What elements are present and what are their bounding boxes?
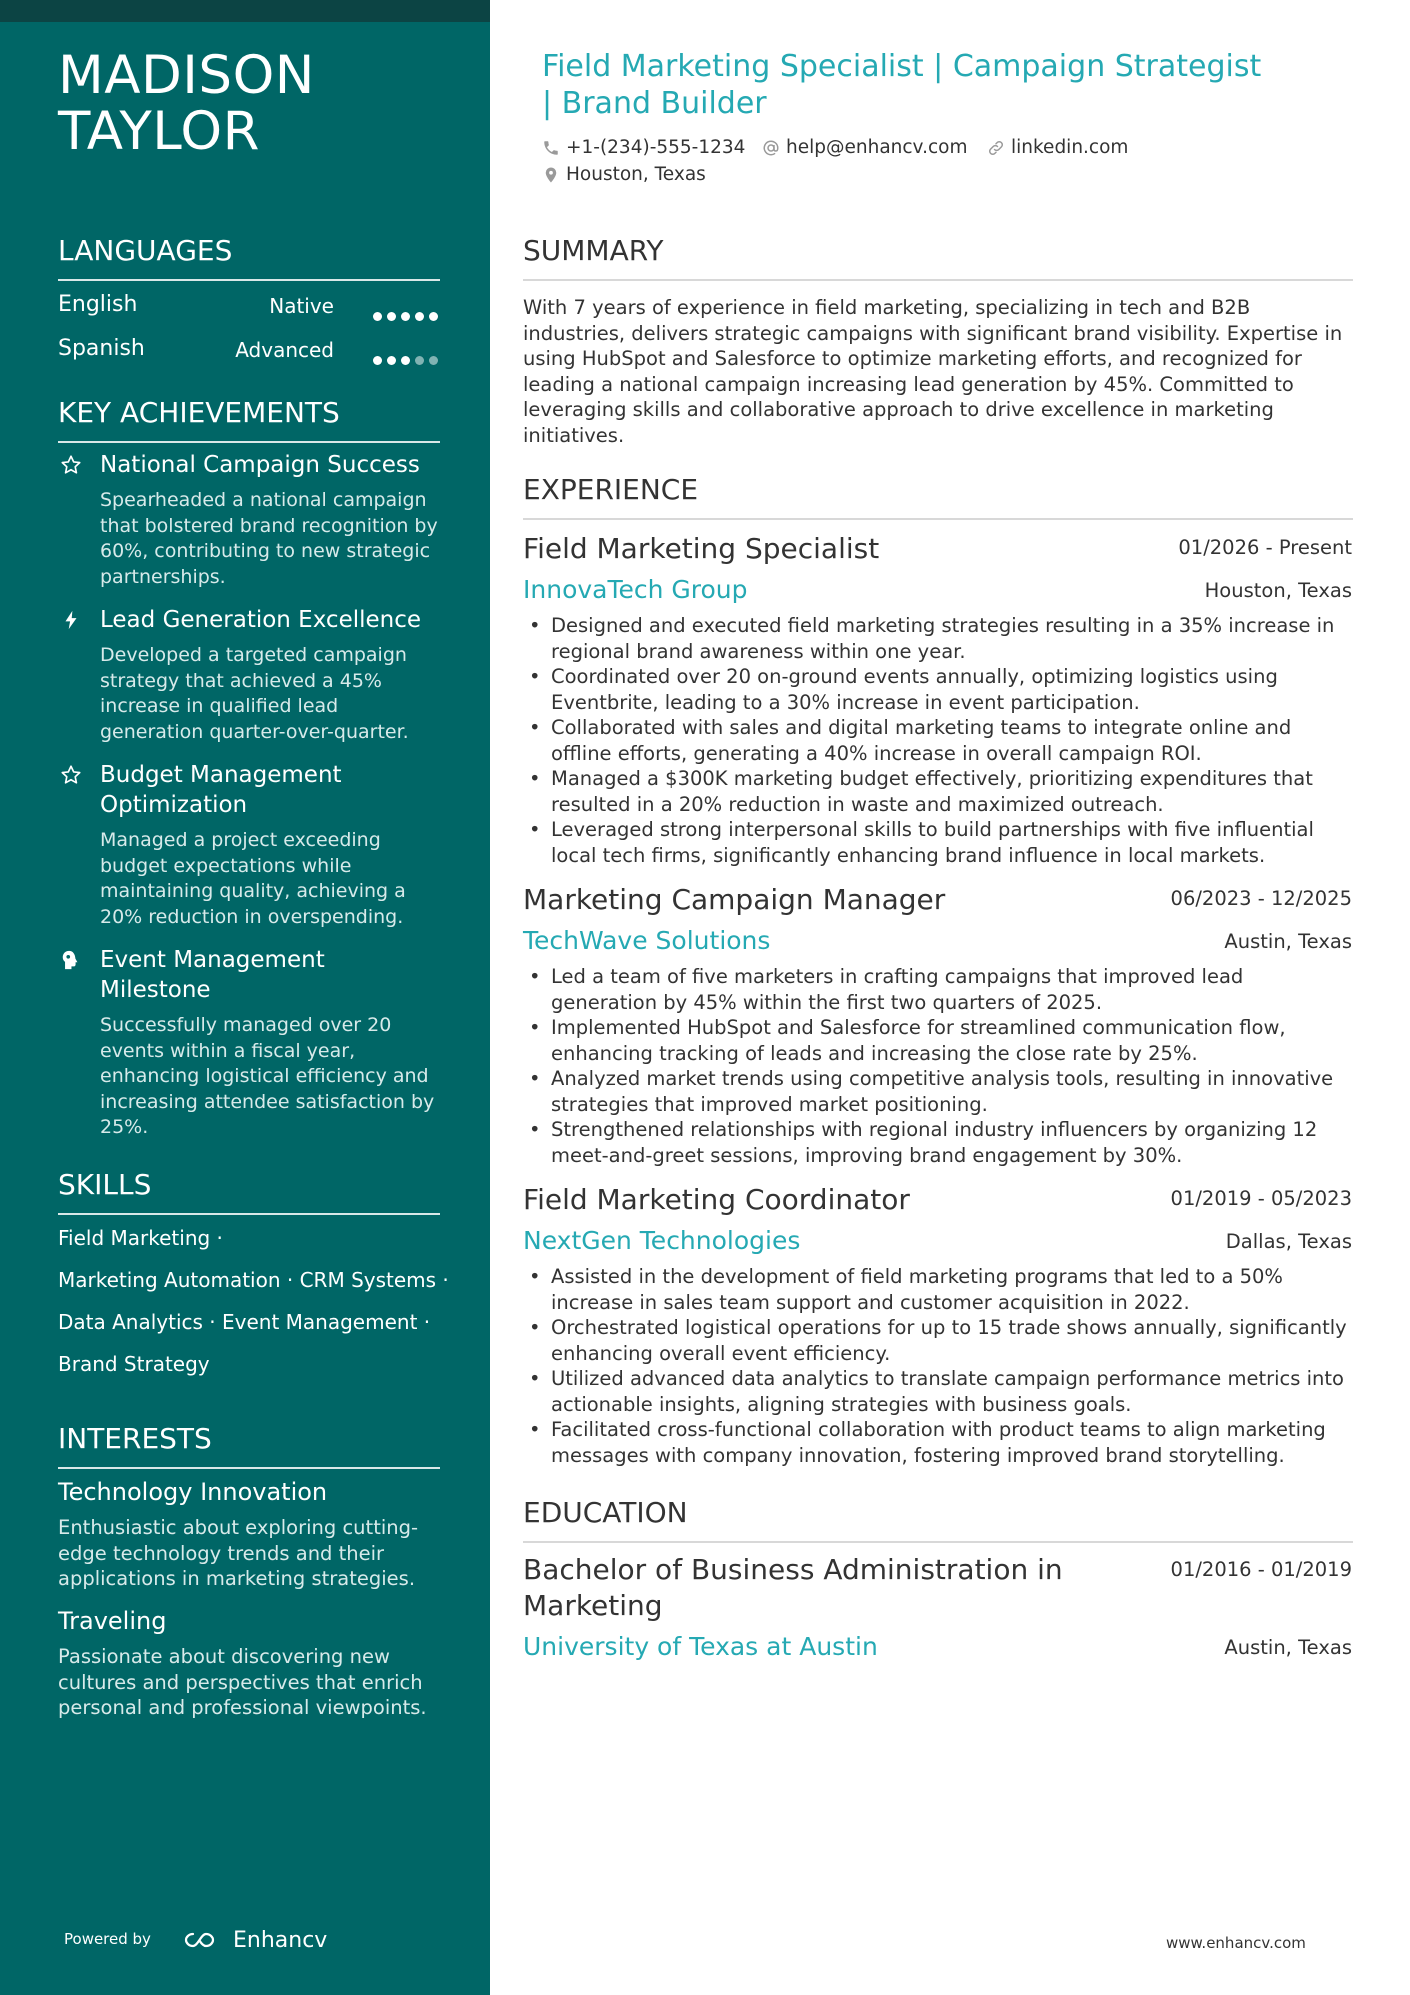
candidate-name [58,45,315,162]
job-dates: 01/2019 - 05/2023 [1170,1187,1352,1210]
sidebar [0,0,490,1995]
language-rating [368,346,438,371]
achievement-title: Lead Generation Excellence [100,607,422,633]
job-location: Austin, Texas [1224,930,1352,953]
achievement-title: Budget Management Optimization [100,762,342,818]
link-icon [987,139,1005,157]
skill-line: Marketing Automation · CRM Systems · [58,1268,449,1292]
skill-line: Data Analytics · Event Management · [58,1310,431,1334]
job-title: Field Marketing Specialist [523,532,880,565]
contact-phone[interactable]: +1-(234)-555-1234 [542,137,745,158]
contact-website[interactable]: linkedin.com [987,137,1128,158]
at-icon [762,139,780,157]
job-bullets [523,1264,1355,1468]
school-name: University of Texas at Austin [523,1632,878,1661]
sidebar-top-bar [0,0,490,22]
headline: Field Marketing Specialist | Campaign Strategist | Brand Builder [542,49,1262,121]
star-icon [60,764,82,786]
language-name: English [58,292,138,317]
experience-heading: EXPERIENCE [523,473,1353,520]
skill-line: Brand Strategy [58,1352,210,1376]
powered-by-label: Powered by [64,1930,151,1948]
bullet-item: • Utilized advanced data analytics to translate campaign performance metrics into actionable insights, aligning strategies with business goals. [523,1366,1355,1417]
job-bullets [523,964,1355,1168]
education-heading: EDUCATION [523,1496,1353,1543]
achievement-description: Managed a project exceeding budget expectations while maintaining quality, achieving a 20% reduction in overspending. [100,829,406,928]
achievement-description: Successfully managed over 20 events within a fiscal year, enhancing logistical efficiency and increasing attendee satisfaction by 25%. [100,1014,435,1138]
enhancv-logo[interactable] [182,1928,327,1953]
education-dates: 01/2016 - 01/2019 [1170,1558,1352,1581]
interest-description: Enthusiastic about exploring cutting-edge technology trends and their applications in marketing strategies. [58,1516,419,1590]
bullet-item: • Led a team of five marketers in crafting campaigns that improved lead generation by 45% within the first two quarters of 2025. [523,964,1355,1015]
contact-location: Houston, Texas [542,164,706,185]
interest-description: Passionate about discovering new cultures and perspectives that enrich personal and professional viewpoints. [58,1645,427,1719]
achievement-title: National Campaign Success [100,452,420,478]
bullet-item: • Assisted in the development of field marketing programs that led to a 50% increase in sales team support and customer acquisition in 2022. [523,1264,1355,1315]
phone-icon [542,139,560,157]
bullet-item: • Leveraged strong interpersonal skills to build partnerships with five influential local tech firms, significantly enhancing brand influence in local markets. [523,817,1355,868]
language-item [58,292,440,324]
achievement-title: Event Management Milestone [100,947,325,1003]
languages-heading: LANGUAGES [58,234,440,281]
bullet-item: • Orchestrated logistical operations for up to 15 trade shows annually, significantly enhancing overall event efficiency. [523,1315,1355,1366]
bullet-item: • Implemented HubSpot and Salesforce for streamlined communication flow, enhancing tracking of leads and increasing the close rate by 25%. [523,1015,1355,1066]
enhancv-brand-text: Enhancv [233,1928,328,1953]
job-bullets [523,613,1355,868]
location-pin-icon [542,166,560,184]
language-name: Spanish [58,336,145,361]
job-dates: 01/2026 - Present [1178,536,1352,559]
bullet-item: • Strengthened relationships with regional industry influencers by organizing 12 meet-and-greet sessions, improving brand engagement by 30%. [523,1117,1355,1168]
achievement-description: Developed a targeted campaign strategy that achieved a 45% increase in qualified lead generation quarter-over-quarter. [100,644,409,743]
language-rating [368,302,438,327]
footer-url[interactable]: www.enhancv.com [1166,1934,1306,1952]
job-title: Field Marketing Coordinator [523,1183,910,1216]
bullet-item: • Managed a $300K marketing budget effectively, prioritizing expenditures that resulted in a 20% reduction in waste and maximized outreach. [523,766,1355,817]
name-last: TAYLOR [58,101,260,162]
bullet-item: • Facilitated cross-functional collaboration with product teams to align marketing messages with company innovation, fostering improved brand storytelling. [523,1417,1355,1468]
job-dates: 06/2023 - 12/2025 [1170,887,1352,910]
star-icon [60,454,82,476]
interest-title: Technology Innovation [58,1478,328,1506]
summary-text: With 7 years of experience in field marketing, specializing in tech and B2B industries, delivers strategic campaigns with significant brand visibility. Expertise in using HubSpot and Salesforce to optimize marketing efforts, and recognized for leading a national campaign increasing lead generation by 45%. Committed to leveraging skills and collaborative approach to drive excellence in marketing initiatives. [523,296,1343,447]
company-name: TechWave Solutions [523,926,771,955]
lightning-icon [60,609,82,631]
language-level: Native [269,294,334,318]
job-title: Marketing Campaign Manager [523,883,946,916]
bullet-item: • Collaborated with sales and digital marketing teams to integrate online and offline efforts, generating a 40% increase in overall campaign ROI. [523,715,1355,766]
education-location: Austin, Texas [1224,1636,1352,1659]
bullet-item: • Designed and executed field marketing strategies resulting in a 35% increase in regional brand awareness within one year. [523,613,1355,664]
job-location: Houston, Texas [1204,579,1352,602]
summary-heading: SUMMARY [523,234,1353,281]
bullet-item: • Coordinated over 20 on-ground events annually, optimizing logistics using Eventbrite, leading to a 30% increase in event participation. [523,664,1355,715]
company-name: InnovaTech Group [523,575,748,604]
contact-email[interactable]: help@enhancv.com [762,137,967,158]
job-location: Dallas, Texas [1225,1230,1352,1253]
language-level: Advanced [235,338,334,362]
company-name: NextGen Technologies [523,1226,801,1255]
language-item [58,336,440,368]
interests-heading: INTERESTS [58,1422,440,1469]
achievements-heading: KEY ACHIEVEMENTS [58,396,440,443]
degree-title: Bachelor of Business Administration in Marketing [523,1553,1063,1622]
brain-icon [60,949,82,971]
skill-line: Field Marketing · [58,1226,223,1250]
bullet-item: • Analyzed market trends using competitive analysis tools, resulting in innovative strategies that improved market positioning. [523,1066,1355,1117]
infinity-logo-icon [182,1929,226,1951]
skills-heading: SKILLS [58,1168,440,1215]
achievement-description: Spearheaded a national campaign that bolstered brand recognition by 60%, contributing to new strategic partnerships. [100,489,438,588]
name-first: MADISON [58,45,315,106]
interest-title: Traveling [58,1607,167,1635]
